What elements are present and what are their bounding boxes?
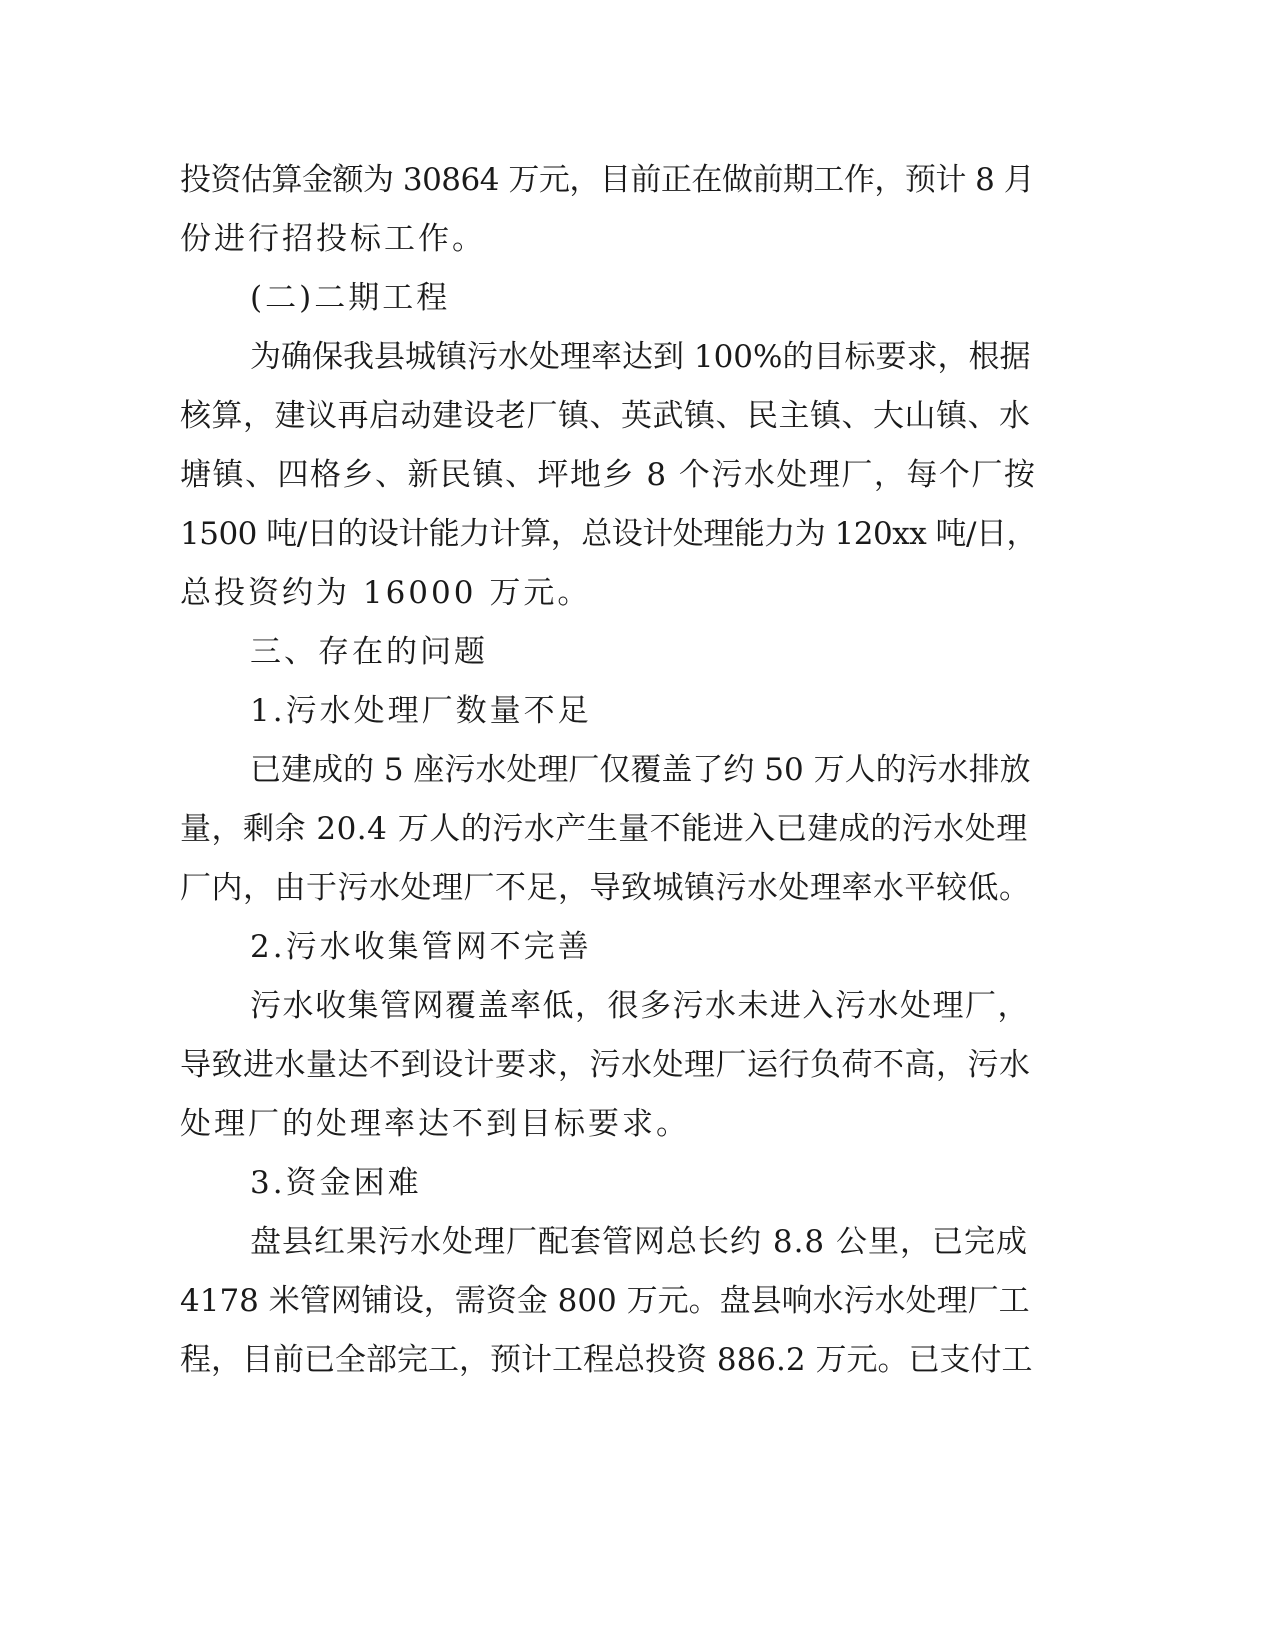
text-line-8: 总投资约为 16000 万元。: [180, 575, 592, 611]
text-line-4: 为确保我县城镇污水处理率达到 100%的目标要求，根据: [250, 339, 1031, 375]
text-line-11: 已建成的 5 座污水处理厂仅覆盖了约 50 万人的污水排放: [250, 752, 1031, 788]
text-line-7: 1500 吨/日的设计能力计算，总设计处理能力为 120xx 吨/日，: [180, 516, 1037, 552]
text-line-20: 4178 米管网铺设，需资金 800 万元。盘县响水污水处理厂工: [180, 1283, 1030, 1319]
text-line-5: 核算，建议再启动建设老厂镇、英武镇、民主镇、大山镇、水: [180, 398, 1031, 434]
text-line-1: 投资估算金额为 30864 万元，目前正在做前期工作，预计 8 月: [180, 162, 1035, 198]
text-line-17: 处理厂的处理率达不到目标要求。: [180, 1106, 690, 1142]
text-line-21: 程，目前已全部完工，预计工程总投资 886.2 万元。已支付工: [180, 1342, 1033, 1378]
subheading-2: 2.污水收集管网不完善: [250, 929, 592, 965]
text-line-12: 量，剩余 20.4 万人的污水产生量不能进入已建成的污水处理: [180, 811, 1028, 847]
text-line-15: 污水收集管网覆盖率低，很多污水未进入污水处理厂，: [250, 988, 1030, 1024]
text-line-2: 份进行招投标工作。: [180, 221, 486, 257]
text-line-13: 厂内，由于污水处理厂不足，导致城镇污水处理率水平较低。: [180, 870, 1031, 906]
subheading-3: 3.资金困难: [250, 1165, 422, 1201]
text-line-6: 塘镇、四格乡、新民镇、坪地乡 8 个污水处理厂，每个厂按: [180, 457, 1037, 493]
subheading-1: 1.污水处理厂数量不足: [250, 693, 592, 729]
section-heading-problems: 三、存在的问题: [250, 634, 488, 670]
section-heading-phase-two: (二)二期工程: [250, 280, 451, 316]
text-line-19: 盘县红果污水处理厂配套管网总长约 8.8 公里，已完成: [250, 1224, 1029, 1260]
text-line-16: 导致进水量达不到设计要求，污水处理厂运行负荷不高，污水: [180, 1047, 1031, 1083]
